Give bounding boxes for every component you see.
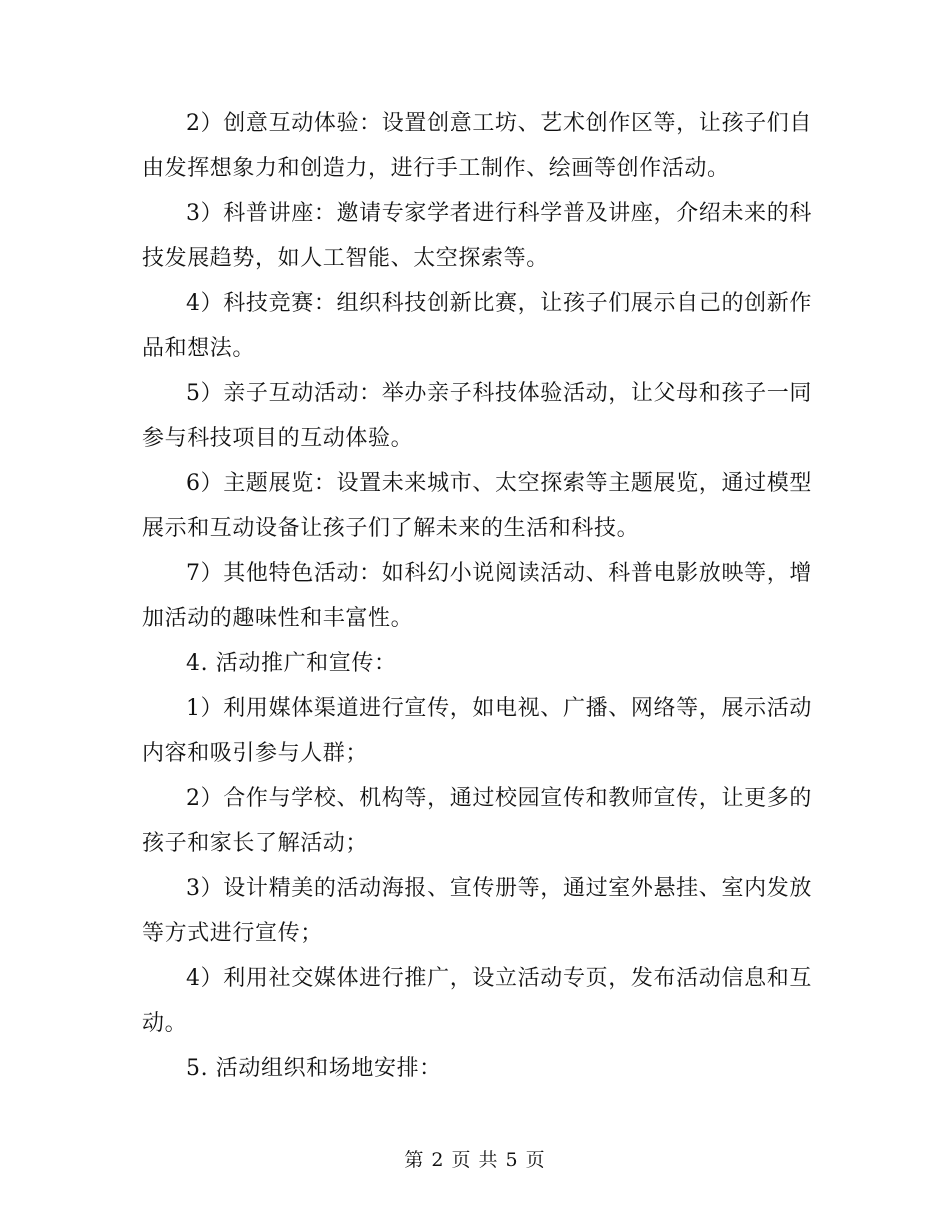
paragraph-poster-design: 3）设计精美的活动海报、宣传册等，通过室外悬挂、室内发放等方式进行宣传； [142, 876, 812, 946]
paragraph-creative-experience: 2）创意互动体验：设置创意工坊、艺术创作区等，让孩子们自由发挥想象力和创造力，进行手工制作、绘画等创作活动。 [142, 111, 812, 181]
page-number-footer: 第 2 页 共 5 页 [404, 1149, 546, 1171]
paragraph-theme-exhibition: 6）主题展览：设置未来城市、太空探索等主题展览，通过模型展示和互动设备让孩子们了解未来的生活和科技。 [142, 471, 812, 541]
paragraph-other-activities: 7）其他特色活动：如科幻小说阅读活动、科普电影放映等，增加活动的趣味性和丰富性。 [142, 561, 812, 631]
paragraph-school-cooperation: 2）合作与学校、机构等，通过校园宣传和教师宣传，让更多的孩子和家长了解活动； [142, 786, 812, 856]
paragraph-media-promotion: 1）利用媒体渠道进行宣传，如电视、广播、网络等，展示活动内容和吸引参与人群； [142, 696, 812, 766]
paragraph-science-lecture: 3）科普讲座：邀请专家学者进行科学普及讲座，介绍未来的科技发展趋势，如人工智能、太空探索等。 [142, 201, 812, 271]
section-heading-organization: 5. 活动组织和场地安排： [186, 1056, 442, 1081]
paragraph-parent-child-activity: 5）亲子互动活动：举办亲子科技体验活动，让父母和孩子一同参与科技项目的互动体验。 [142, 381, 812, 451]
paragraph-social-media: 4）利用社交媒体进行推广，设立活动专页，发布活动信息和互动。 [142, 966, 812, 1036]
document-body [142, 101, 812, 1091]
paragraph-tech-competition: 4）科技竞赛：组织科技创新比赛，让孩子们展示自己的创新作品和想法。 [142, 291, 812, 361]
section-heading-promotion: 4. 活动推广和宣传： [186, 651, 397, 676]
